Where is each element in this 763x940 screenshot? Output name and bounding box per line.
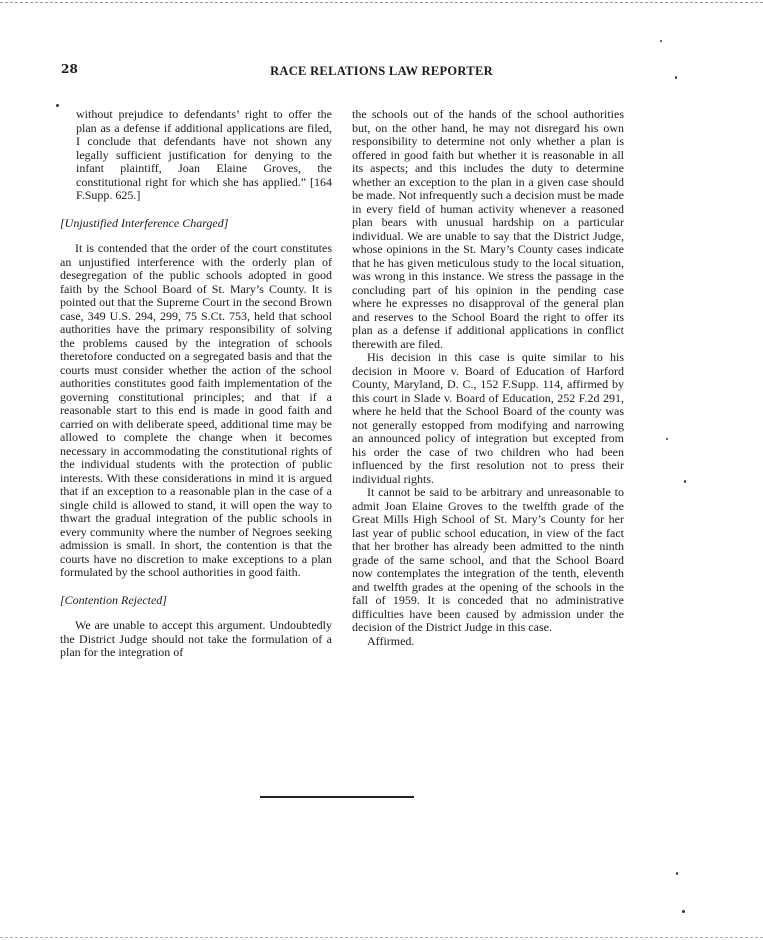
top-scan-edge	[0, 2, 763, 3]
scan-speck	[684, 480, 686, 483]
quoted-passage: without prejudice to defendants’ right to offer the plan as a defense if additional applications are filed, I conclude that defendants have not shown any legally sufficient justification for denying to the infant plaintiff, Joan Elaine Groves, the constitutional right for which she has applied.” [164 F.Supp. 625.]	[76, 107, 332, 202]
body-paragraph: It cannot be said to be arbitrary and unreasonable to admit Joan Elaine Groves to the twelfth grade of the Great Mills High School of St. Mary’s County for her last year of public school education, in view of the fact that her brother has already been admitted to the ninth grade of the same school, and that the School Board now contemplates the integration of the tenth, eleventh and twelfth grades at the opening of the schools in the fall of 1959. It is conceded that no administrative difficulties have been caused by admission under the decision of the District Judge in this case.	[352, 485, 624, 634]
page-number: 28	[61, 62, 79, 76]
scan-speck	[660, 40, 662, 42]
left-column	[60, 108, 332, 660]
scan-speck	[666, 438, 668, 440]
scan-speck	[675, 76, 677, 79]
section-heading-contention-rejected: [Contention Rejected]	[60, 592, 167, 607]
body-paragraph: His decision in this case is quite similar to his decision in Moore v. Board of Education of Harford County, Maryland, D. C., 152 F.Supp. 114, affirmed by this court in Slade v. Board of Education, 252 F.2d 291, where he held that the School Board of the county was not generally estopped from modifying and narrowing an announced policy of integration but excepted from his order the case of two children who had been influenced by the first resolution not to press their individual rights.	[352, 350, 624, 486]
section-heading-unjustified-interference: [Unjustified Interference Charged]	[60, 215, 229, 230]
body-paragraph: the schools out of the hands of the school authorities but, on the other hand, he may not disregard his own responsibility to determine not only whether a plan is offered in good faith but whether it is reasonable in all its aspects; and this includes the duty to determine whether an exception to the plan in a given case should be made. Not infrequently such a decision must be made in every field of human activity whenever a reasoned plan bears with unusual hardship on a particular individual. We are unable to say that the District Judge, whose opinions in the St. Mary’s County cases indicate that he has given meticulous study to the local situation, was wrong in this instance. We stress the passage in the concluding part of his opinion in the pending case where he expresses no disapproval of the general plan and reserves to the School Board the right to offer its plan as a defense if additional applications in conflict therewith are filed.	[352, 107, 624, 351]
scan-speck	[682, 910, 685, 913]
body-paragraph: It is contended that the order of the court constitutes an unjustified interference with the orderly plan of desegregation of the public schools adopted in good faith by the School Board of St. Mary’s County. It is pointed out that the Supreme Court in the second Brown case, 349 U.S. 294, 299, 75 S.Ct. 753, held that school authorities have the primary responsibility of solving the problems caused by the integration of schools theretofore conducted on a segregated basis and that the courts must consider whether the action of the school authorities constitutes good faith implementation of the governing constitutional principles; and that if a reasonable start to this end is made in good faith and carried on with deliberate speed, additional time may be allowed to complete the change when it becomes necessary in accommodating the constitutional rights of the individual students with the protection of public interests. With these considerations in mind it is argued that if an exception to a reasonable plan in the case of a single child is allowed to stand, it will open the way to thwart the gradual integration of the public schools in every community where the number of Negroes seeking admission is small. In short, the contention is that the courts have no discretion to make exceptions to a plan formulated by the school authorities in good faith.	[60, 241, 332, 579]
disposition-affirmed: Affirmed.	[367, 633, 415, 648]
running-head: RACE RELATIONS LAW REPORTER	[270, 64, 493, 78]
scan-speck	[56, 104, 59, 107]
bottom-scan-edge	[0, 937, 763, 938]
right-column	[352, 108, 624, 648]
scan-speck	[676, 872, 678, 875]
end-of-article-rule	[260, 796, 414, 798]
body-paragraph: We are unable to accept this argument. Undoubtedly the District Judge should not take the formulation of a plan for the integration of	[60, 618, 332, 659]
